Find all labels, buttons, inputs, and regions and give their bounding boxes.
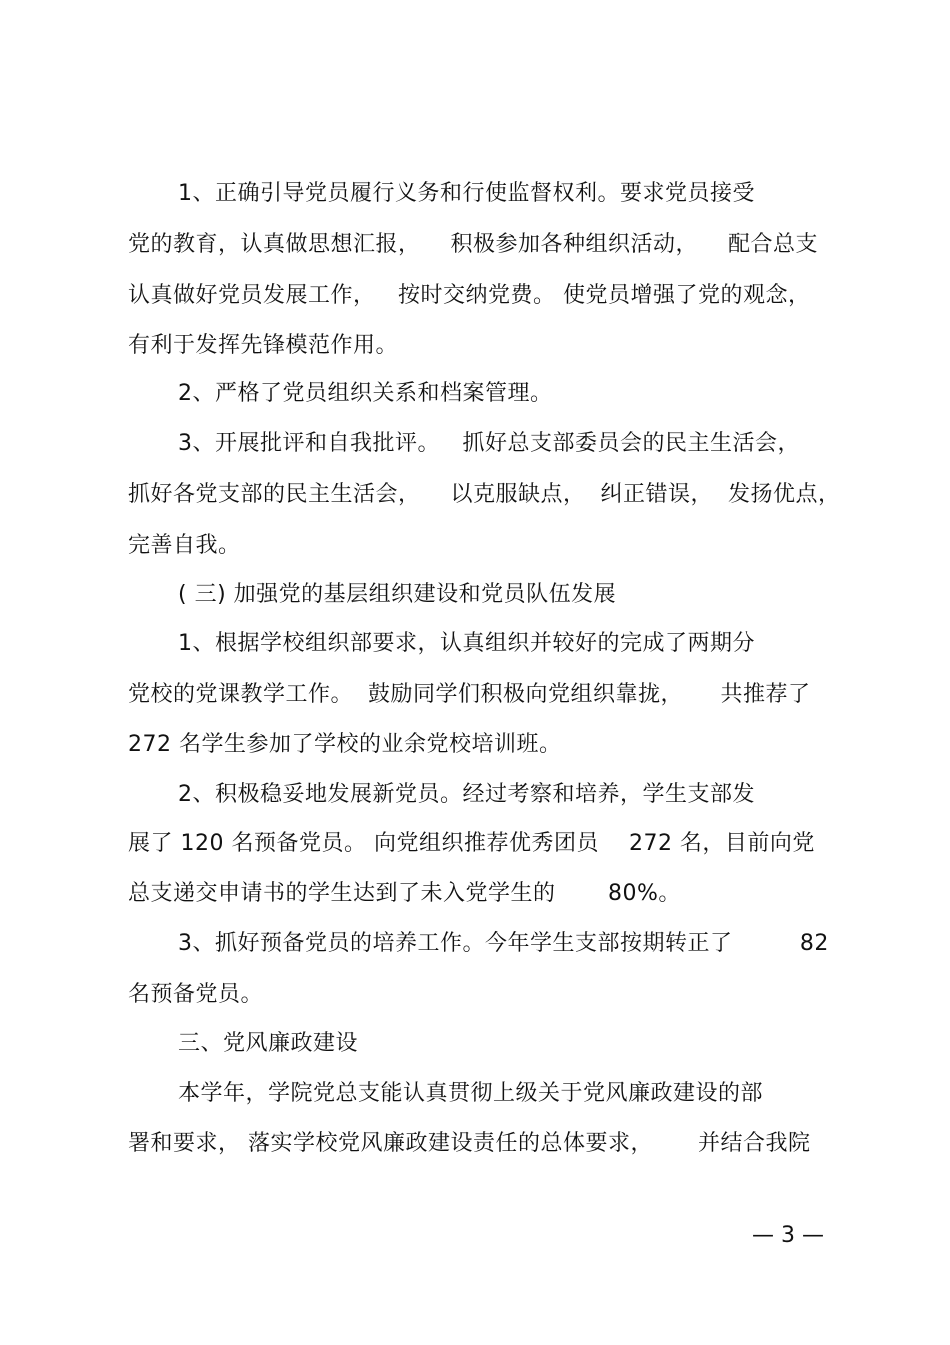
text-line: 272 名学生参加了学校的业余党校培训班。 bbox=[128, 732, 562, 757]
text-line: 党校的党课教学工作。 鼓励同学们积极向党组织靠拢， 共推荐了 bbox=[128, 682, 811, 707]
text-line: 2、积极稳妥地发展新党员。经过考察和培养，学生支部发 bbox=[178, 782, 755, 807]
text-line: 有利于发挥先锋模范作用。 bbox=[128, 333, 399, 358]
text-line: 3、开展批评和自我批评。 抓好总支部委员会的民主生活会， bbox=[178, 431, 800, 456]
text-line: 2、严格了党员组织关系和档案管理。 bbox=[178, 381, 553, 406]
text-line: 展了 120 名预备党员。 向党组织推荐优秀团员 272 名，目前向党 bbox=[128, 831, 815, 856]
text-line: 3、抓好预备党员的培养工作。今年学生支部按期转正了 82 bbox=[178, 931, 829, 956]
section-heading: 三、党风廉政建设 bbox=[178, 1031, 359, 1056]
section-heading: ( 三) 加强党的基层组织建设和党员队伍发展 bbox=[178, 582, 617, 607]
text-line: 1、根据学校组织部要求，认真组织并较好的完成了两期分 bbox=[178, 631, 755, 656]
text-line: 本学年，学院党总支能认真贯彻上级关于党风廉政建设的部 bbox=[178, 1081, 764, 1106]
text-line: 1、正确引导党员履行义务和行使监督权利。要求党员接受 bbox=[178, 181, 755, 206]
text-line: 抓好各党支部的民主生活会， 以克服缺点， 纠正错误， 发扬优点， bbox=[128, 482, 841, 507]
text-line: 总支递交申请书的学生达到了未入党学生的 80%。 bbox=[128, 881, 681, 906]
text-line: 署和要求， 落实学校党风廉政建设责任的总体要求， 并结合我院 bbox=[128, 1131, 811, 1156]
text-line: 认真做好党员发展工作， 按时交纳党费。 使党员增强了党的观念， bbox=[128, 283, 811, 308]
text-line: 完善自我。 bbox=[128, 533, 241, 558]
text-line: 党的教育，认真做思想汇报， 积极参加各种组织活动， 配合总支 bbox=[128, 232, 818, 257]
text-line: 名预备党员。 bbox=[128, 982, 264, 1007]
page-number: — 3 — bbox=[752, 1223, 824, 1248]
